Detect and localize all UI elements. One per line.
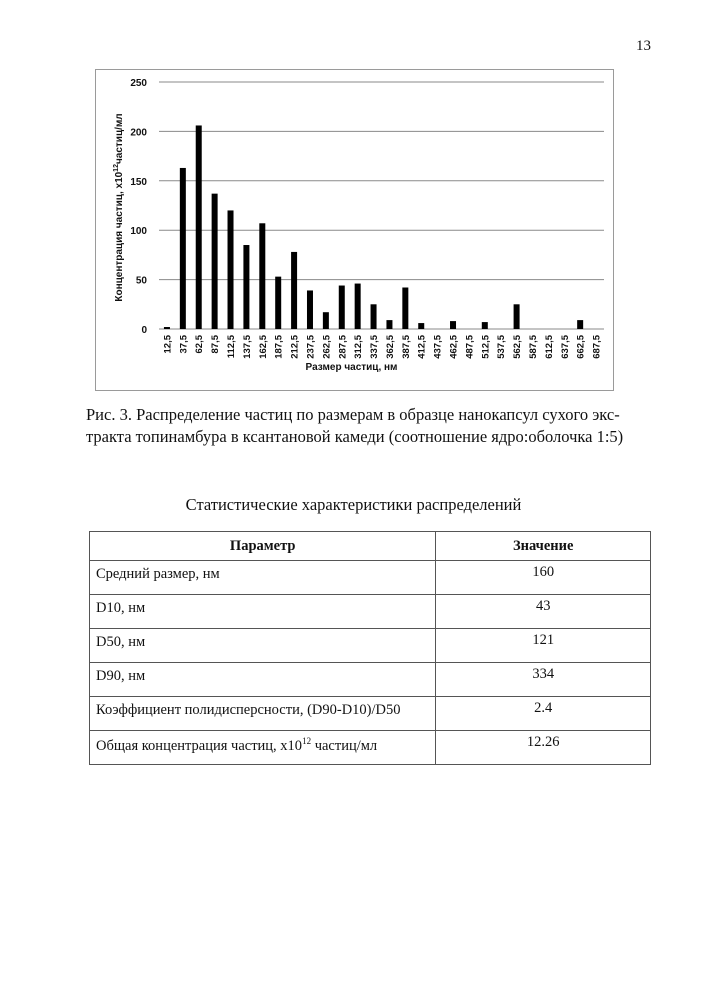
- row-param: D10, нм: [90, 595, 436, 629]
- bar: [355, 284, 361, 329]
- x-tick-label: 187,5: [273, 335, 285, 359]
- y-axis-label-prefix: Концентрация частиц, x10: [114, 171, 125, 302]
- x-tick-label: 687,5: [591, 335, 603, 359]
- bar: [164, 327, 170, 329]
- x-tick-label: 462,5: [448, 335, 460, 359]
- x-tick-label: 237,5: [305, 335, 317, 359]
- x-tick-label: 562,5: [512, 335, 524, 359]
- x-tick-label: 112,5: [226, 335, 238, 359]
- x-tick-label: 412,5: [416, 335, 428, 359]
- bar: [339, 286, 345, 329]
- row-param-sup: 12: [302, 736, 312, 746]
- bar: [180, 168, 186, 329]
- x-tick-label: 362,5: [384, 335, 396, 359]
- x-tick-label: 312,5: [353, 335, 365, 359]
- bar: [371, 304, 377, 329]
- table-row: [90, 663, 651, 697]
- table-header-row: [90, 532, 651, 561]
- bar: [450, 321, 456, 329]
- bar: [402, 288, 408, 329]
- x-tick-label: 587,5: [527, 335, 539, 359]
- x-tick-label: 487,5: [464, 335, 476, 359]
- x-tick-label: 87,5: [210, 335, 222, 354]
- row-param: [90, 731, 436, 765]
- y-tick-label: 50: [135, 275, 147, 287]
- bar: [514, 304, 520, 329]
- bar: [228, 210, 234, 329]
- x-tick-label: 637,5: [559, 335, 571, 359]
- bar: [577, 320, 583, 329]
- row-param: D50, нм: [90, 629, 436, 663]
- x-tick-label: 612,5: [543, 335, 555, 359]
- header-value: Значение: [436, 532, 651, 561]
- table-row: [90, 595, 651, 629]
- row-value: 334: [436, 663, 651, 697]
- page-number: 13: [636, 38, 651, 54]
- x-tick-label: 62,5: [194, 335, 206, 354]
- y-axis-label: [113, 113, 125, 301]
- bar-chart: [95, 69, 614, 391]
- bar: [275, 277, 281, 329]
- chart-svg: [96, 70, 615, 392]
- row-value: 2.4: [436, 697, 651, 731]
- y-tick-label: 150: [130, 176, 147, 188]
- table-row: [90, 561, 651, 595]
- x-tick-label: 387,5: [400, 335, 412, 359]
- header-parameter: Параметр: [90, 532, 436, 561]
- y-tick-label: 0: [141, 325, 147, 336]
- x-tick-label: 137,5: [241, 335, 253, 359]
- caption-line-2: тракта топинамбура в ксантановой камеди (соотношение ядро:оболочка 1:5): [86, 427, 624, 446]
- x-tick-label: 12,5: [162, 335, 174, 354]
- bar: [386, 320, 392, 329]
- x-tick-label: 512,5: [480, 335, 492, 359]
- row-param-suffix: частиц/мл: [311, 737, 378, 754]
- bar: [291, 252, 297, 329]
- y-tick-label: 200: [130, 127, 147, 139]
- row-param: Средний размер, нм: [90, 561, 436, 595]
- row-param: Коэффициент полидисперсности, (D90-D10)/D50: [90, 697, 436, 731]
- bar: [259, 223, 265, 329]
- row-value: 160: [436, 561, 651, 595]
- table-title: Статистические характеристики распределений: [185, 495, 522, 514]
- row-value: 12.26: [436, 731, 651, 765]
- bar: [196, 125, 202, 329]
- y-axis-label-suffix: частиц/мл: [114, 113, 125, 165]
- x-tick-label: 437,5: [432, 335, 444, 359]
- figure-caption: [86, 404, 646, 448]
- x-tick-label: 662,5: [575, 335, 587, 359]
- x-axis-label: Размер частиц, нм: [305, 362, 398, 373]
- x-tick-label: 162,5: [257, 335, 269, 359]
- bar: [323, 312, 329, 329]
- row-param: D90, нм: [90, 663, 436, 697]
- bar: [243, 245, 249, 329]
- table-row: [90, 731, 651, 765]
- y-axis-label-sup: 12: [113, 164, 120, 172]
- y-tick-label: 250: [130, 78, 147, 89]
- row-value: 121: [436, 629, 651, 663]
- bar: [307, 290, 313, 329]
- y-tick-label: 100: [130, 226, 147, 238]
- x-tick-label: 262,5: [321, 335, 333, 359]
- row-value: 43: [436, 595, 651, 629]
- x-tick-label: 37,5: [178, 335, 190, 354]
- x-tick-label: 337,5: [369, 335, 381, 359]
- table-row: [90, 629, 651, 663]
- bar: [418, 323, 424, 329]
- bar: [212, 194, 218, 329]
- x-tick-label: 537,5: [496, 335, 508, 359]
- x-tick-label: 212,5: [289, 335, 301, 359]
- bar: [482, 322, 488, 329]
- row-param-prefix: Общая концентрация частиц, x10: [96, 737, 303, 754]
- x-tick-label: 287,5: [337, 335, 349, 359]
- statistics-table: [89, 531, 651, 765]
- caption-line-1: Рис. 3. Распределение частиц по размерам в образце нанокапсул сухого экс-: [86, 405, 620, 424]
- table-row: [90, 697, 651, 731]
